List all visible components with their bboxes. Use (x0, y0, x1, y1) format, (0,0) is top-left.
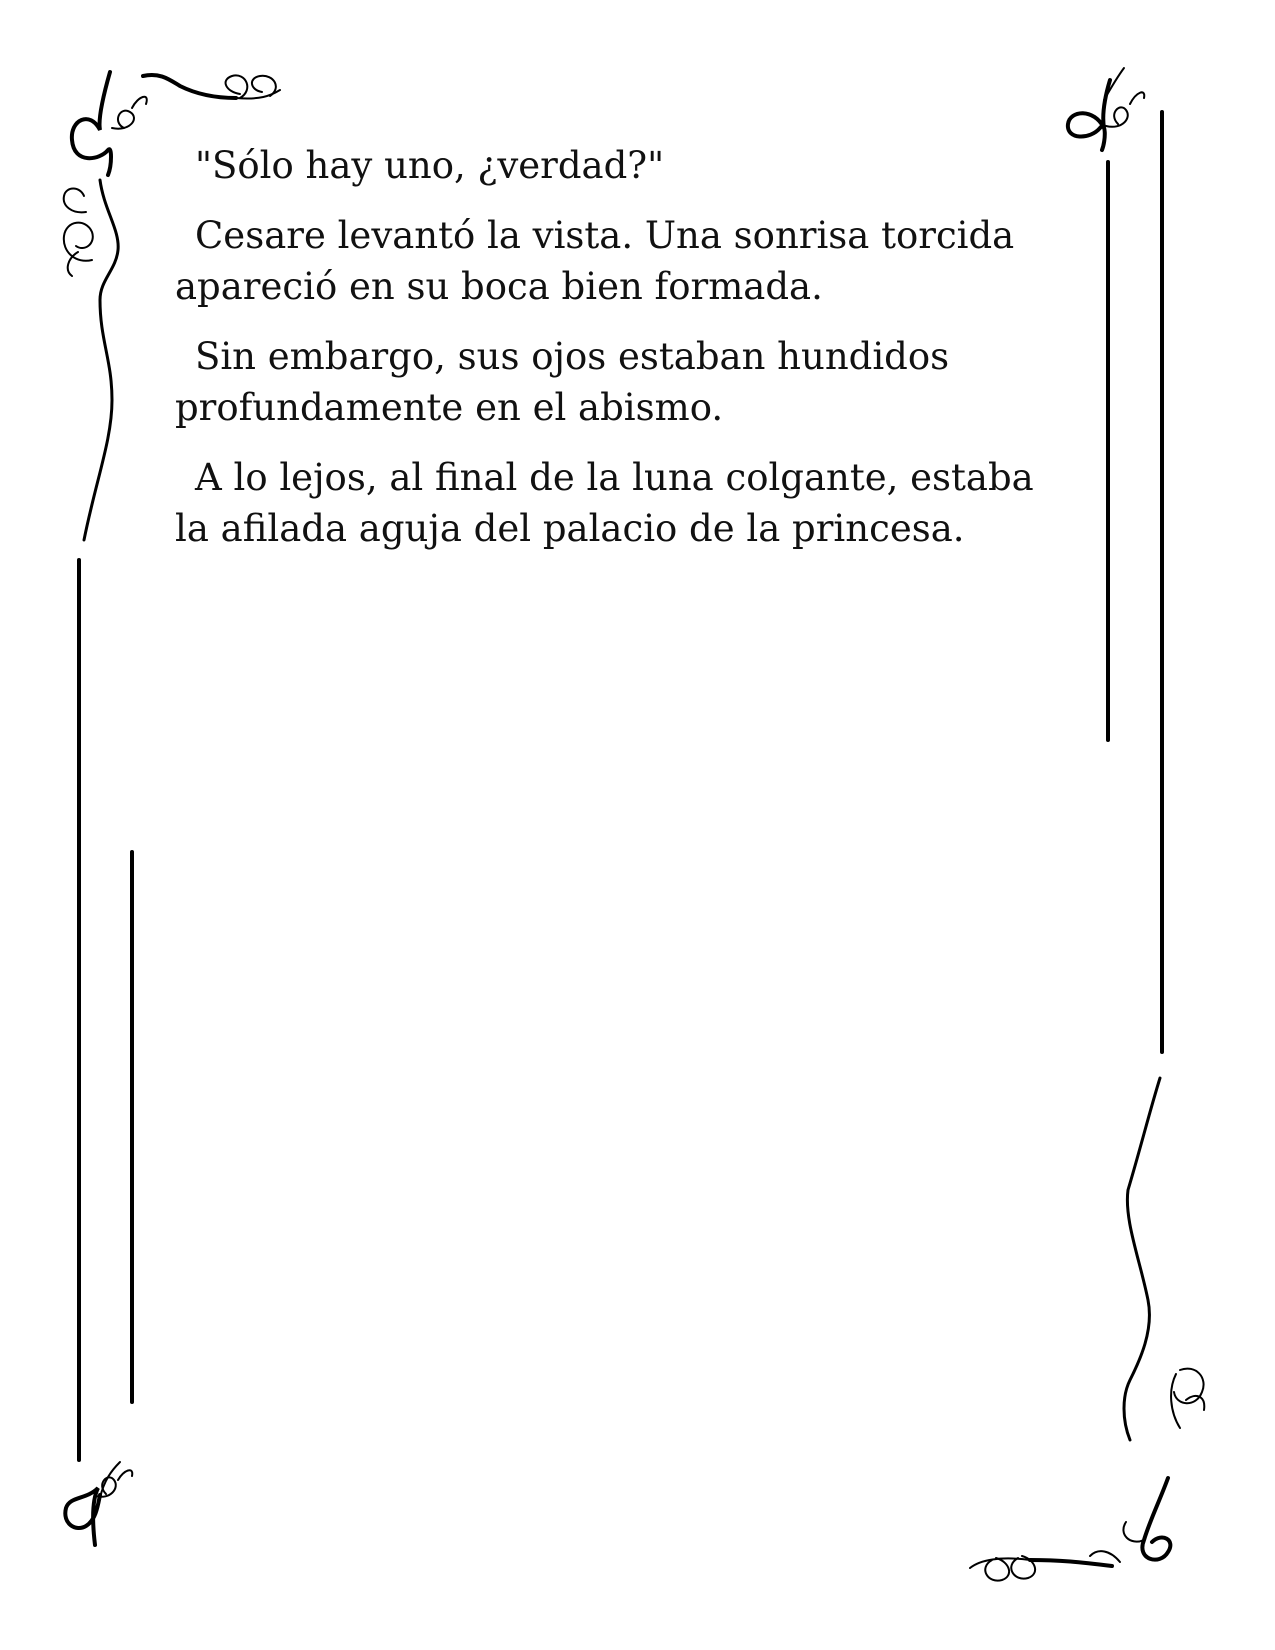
paragraph-2: Cesare levantó la vista. Una sonrisa torcida apareció en su boca bien formada. (175, 214, 1015, 308)
top-right-flourish-icon (1068, 68, 1144, 150)
paragraph-3: Sin embargo, sus ojos estaban hundidos profundamente en el abismo. (175, 335, 950, 429)
bottom-left-flourish-icon (65, 1462, 132, 1545)
paragraph-1: "Sólo hay uno, ¿verdad?" (195, 144, 665, 187)
bottom-right-flourish-icon (970, 1078, 1204, 1581)
body-text (175, 140, 1075, 573)
paragraph-4: A lo lejos, al final de la luna colgante, estaba la afilada aguja del palacio de la princesa. (175, 456, 1034, 550)
